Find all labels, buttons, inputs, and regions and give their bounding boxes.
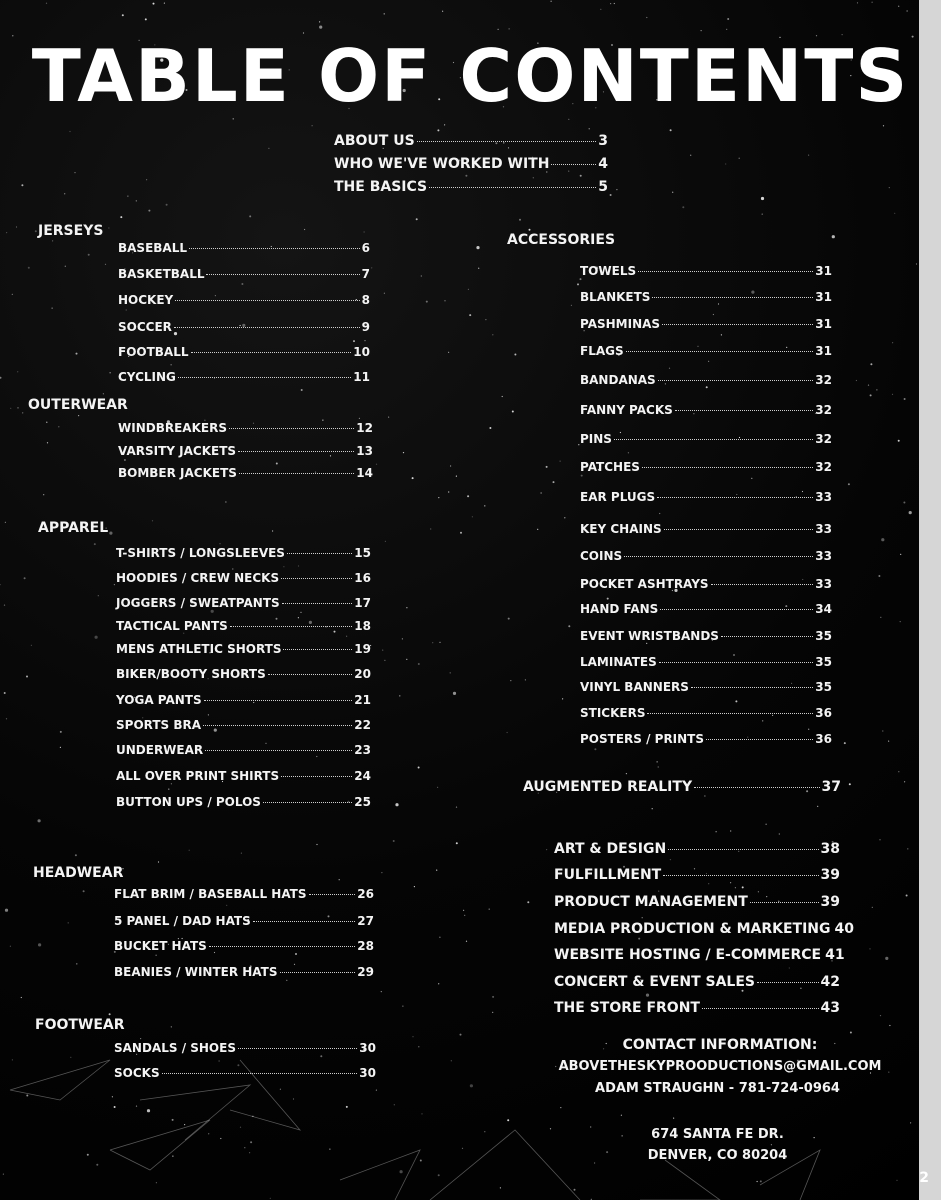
section-heading: JERSEYS xyxy=(38,223,104,239)
toc-entry-label: AUGMENTED REALITY xyxy=(523,779,693,795)
toc-entry[interactable] xyxy=(580,490,832,504)
toc-entry-label: HOODIES / CREW NECKS xyxy=(116,571,280,585)
toc-entry-label: BANDANAS xyxy=(580,373,656,387)
toc-entry-page: 14 xyxy=(356,466,373,480)
toc-entry-label: CYCLING xyxy=(118,370,176,384)
toc-entry-page: 22 xyxy=(354,718,371,732)
toc-entry-label: BIKER/BOOTY SHORTS xyxy=(116,667,266,681)
toc-entry-service[interactable] xyxy=(554,974,840,990)
page-number: 2 xyxy=(919,1170,929,1186)
toc-entry-intro[interactable] xyxy=(334,133,608,149)
dot-leader xyxy=(281,578,352,579)
section-heading: HEADWEAR xyxy=(33,865,124,881)
dot-leader xyxy=(694,787,819,788)
dot-leader xyxy=(229,428,354,429)
toc-entry-page: 19 xyxy=(354,642,371,656)
toc-entry-label: SOCCER xyxy=(118,320,172,334)
toc-entry-page: 43 xyxy=(820,1000,840,1016)
toc-entry[interactable] xyxy=(114,1041,376,1055)
page-title: TABLE OF CONTENTS xyxy=(31,34,910,118)
toc-entry-page: 32 xyxy=(815,460,832,474)
dot-leader xyxy=(706,739,813,740)
toc-entry-page: 6 xyxy=(361,241,370,255)
toc-entry-page: 17 xyxy=(354,596,371,610)
toc-entry-label: SANDALS / SHOES xyxy=(114,1041,236,1055)
toc-entry-label: PRODUCT MANAGEMENT xyxy=(554,894,748,910)
toc-entry-page: 41 xyxy=(825,947,845,963)
toc-entry-page: 30 xyxy=(359,1041,376,1055)
toc-entry-label: TACTICAL PANTS xyxy=(116,619,228,633)
toc-entry-label: THE BASICS xyxy=(334,179,428,195)
dot-leader xyxy=(268,674,353,675)
toc-entry[interactable] xyxy=(114,939,374,953)
toc-entry-page: 32 xyxy=(815,373,832,387)
toc-entry[interactable] xyxy=(580,655,832,669)
toc-entry-label: LAMINATES xyxy=(580,655,657,669)
toc-entry-label: BEANIES / WINTER HATS xyxy=(114,965,278,979)
dot-leader xyxy=(280,972,356,973)
dot-leader xyxy=(206,274,359,275)
toc-entry[interactable] xyxy=(114,1066,376,1080)
toc-entry[interactable] xyxy=(580,264,832,278)
toc-entry-label: FOOTBALL xyxy=(118,345,189,359)
dot-leader xyxy=(626,351,814,352)
dot-leader xyxy=(652,297,813,298)
toc-entry-label: ART & DESIGN xyxy=(554,841,667,857)
toc-entry-page: 35 xyxy=(815,655,832,669)
dot-leader xyxy=(668,849,818,850)
toc-entry-page: 29 xyxy=(357,965,374,979)
toc-entry-label: SPORTS BRA xyxy=(116,718,202,732)
toc-entry-page: 33 xyxy=(815,522,832,536)
toc-entry[interactable] xyxy=(580,706,832,720)
dot-leader xyxy=(647,713,813,714)
toc-entry-service[interactable] xyxy=(554,947,845,963)
shard-line xyxy=(110,1120,210,1170)
toc-entry-label: FANNY PACKS xyxy=(580,403,673,417)
toc-entry-label: TOWELS xyxy=(580,264,637,278)
toc-entry-label: HAND FANS xyxy=(580,602,659,616)
toc-entry[interactable] xyxy=(118,345,370,359)
toc-entry-page: 33 xyxy=(815,490,832,504)
toc-entry-page: 24 xyxy=(354,769,371,783)
toc-entry[interactable] xyxy=(118,293,370,307)
toc-entry-label: WHO WE'VE WORKED WITH xyxy=(334,156,550,172)
toc-entry[interactable] xyxy=(116,642,371,656)
toc-entry-intro[interactable] xyxy=(334,179,608,195)
toc-entry[interactable] xyxy=(116,795,371,809)
dot-leader xyxy=(660,609,813,610)
toc-entry-page: 36 xyxy=(815,732,832,746)
toc-entry-label: WEBSITE HOSTING / E-COMMERCE xyxy=(554,947,822,963)
toc-entry-label: SOCKS xyxy=(114,1066,160,1080)
toc-entry-label: JOGGERS / SWEATPANTS xyxy=(116,596,280,610)
toc-entry-page: 12 xyxy=(356,421,373,435)
section-heading: OUTERWEAR xyxy=(28,397,128,413)
dot-leader xyxy=(711,584,814,585)
contact-email[interactable]: ABOVETHESKYPROODUCTIONS@GMAIL.COM xyxy=(558,1059,882,1074)
toc-entry[interactable] xyxy=(580,577,832,591)
dot-leader xyxy=(750,902,819,903)
toc-entry-label: VARSITY JACKETS xyxy=(118,444,237,458)
toc-entry-page: 31 xyxy=(815,264,832,278)
section-heading: APPAREL xyxy=(38,520,109,536)
toc-entry[interactable] xyxy=(118,370,370,384)
dot-leader xyxy=(417,141,597,142)
shard-line xyxy=(430,1130,580,1200)
toc-entry[interactable] xyxy=(114,914,374,928)
dot-leader xyxy=(309,894,356,895)
toc-entry-page: 15 xyxy=(354,546,371,560)
dot-leader xyxy=(178,377,351,378)
toc-entry[interactable] xyxy=(580,629,832,643)
dot-leader xyxy=(721,636,813,637)
toc-entry-label: T-SHIRTS / LONGSLEEVES xyxy=(116,546,285,560)
toc-entry-label: BASEBALL xyxy=(118,241,187,255)
dot-leader xyxy=(662,324,813,325)
section-heading: FOOTWEAR xyxy=(35,1017,125,1033)
dot-leader xyxy=(675,410,814,411)
toc-entry-label: HOCKEY xyxy=(118,293,174,307)
toc-entry-label: YOGA PANTS xyxy=(116,693,202,707)
shard-line xyxy=(140,1085,250,1140)
toc-entry[interactable] xyxy=(118,444,373,458)
dot-leader xyxy=(429,187,596,188)
dot-leader xyxy=(658,380,814,381)
toc-entry-page: 11 xyxy=(353,370,370,384)
toc-entry[interactable] xyxy=(580,344,832,358)
dot-leader xyxy=(174,327,360,328)
toc-entry-page: 25 xyxy=(354,795,371,809)
toc-entry[interactable] xyxy=(114,965,374,979)
dot-leader xyxy=(175,300,359,301)
toc-entry-page: 39 xyxy=(820,867,840,883)
toc-entry[interactable] xyxy=(118,466,373,480)
dot-leader xyxy=(757,982,819,983)
toc-entry[interactable] xyxy=(118,241,370,255)
toc-entry[interactable] xyxy=(580,522,832,536)
address-line-2: DENVER, CO 80204 xyxy=(647,1148,788,1163)
toc-entry[interactable] xyxy=(580,680,832,694)
dot-leader xyxy=(614,439,813,440)
dot-leader xyxy=(162,1073,358,1074)
toc-entry-page: 33 xyxy=(815,549,832,563)
toc-entry-page: 42 xyxy=(820,974,840,990)
contact-heading: CONTACT INFORMATION: xyxy=(622,1037,818,1053)
dot-leader xyxy=(624,556,813,557)
toc-entry[interactable] xyxy=(116,769,371,783)
dot-leader xyxy=(642,467,813,468)
dot-leader xyxy=(239,473,354,474)
toc-entry[interactable] xyxy=(116,546,371,560)
toc-entry-page: 20 xyxy=(354,667,371,681)
toc-entry[interactable] xyxy=(116,596,371,610)
toc-entry[interactable] xyxy=(116,571,371,585)
toc-entry-page: 16 xyxy=(354,571,371,585)
toc-entry-page: 32 xyxy=(815,432,832,446)
toc-entry-label: ABOUT US xyxy=(334,133,415,149)
toc-entry[interactable] xyxy=(114,887,374,901)
dot-leader xyxy=(663,875,818,876)
toc-entry-page: 10 xyxy=(353,345,370,359)
toc-entry-page: 4 xyxy=(598,156,608,172)
dot-leader xyxy=(657,497,813,498)
dot-leader xyxy=(691,687,813,688)
shard-line xyxy=(640,1160,720,1200)
toc-entry-label: ALL OVER PRINT SHIRTS xyxy=(116,769,280,783)
toc-entry-label: PINS xyxy=(580,432,612,446)
toc-entry-label: FLAGS xyxy=(580,344,624,358)
toc-entry[interactable] xyxy=(118,421,373,435)
dot-leader xyxy=(209,946,356,947)
toc-entry[interactable] xyxy=(580,549,832,563)
toc-entry-label: EAR PLUGS xyxy=(580,490,656,504)
dot-leader xyxy=(664,529,814,530)
contact-person: ADAM STRAUGHN - 781-724-0964 xyxy=(595,1081,840,1096)
toc-entry[interactable] xyxy=(118,320,370,334)
shard-line xyxy=(340,1150,420,1200)
toc-entry[interactable] xyxy=(580,317,832,331)
dot-leader xyxy=(238,1048,357,1049)
toc-entry-page: 21 xyxy=(354,693,371,707)
toc-entry-page: 35 xyxy=(815,629,832,643)
toc-entry-intro[interactable] xyxy=(334,156,608,172)
toc-entry[interactable] xyxy=(580,602,832,616)
dot-leader xyxy=(191,352,352,353)
shard-line xyxy=(10,1060,110,1100)
toc-entry-page: 31 xyxy=(815,290,832,304)
section-heading: ACCESSORIES xyxy=(507,232,616,248)
toc-entry-label: STICKERS xyxy=(580,706,646,720)
dot-leader xyxy=(702,1008,819,1009)
toc-entry-label: KEY CHAINS xyxy=(580,522,662,536)
toc-entry-page: 13 xyxy=(356,444,373,458)
toc-entry-label: BLANKETS xyxy=(580,290,651,304)
toc-entry[interactable] xyxy=(116,667,371,681)
toc-entry-page: 36 xyxy=(815,706,832,720)
toc-entry[interactable] xyxy=(580,403,832,417)
dot-leader xyxy=(283,649,352,650)
toc-entry-label: BUTTON UPS / POLOS xyxy=(116,795,261,809)
toc-entry-augmented-reality[interactable] xyxy=(523,779,841,795)
toc-entry-label: UNDERWEAR xyxy=(116,743,204,757)
toc-entry[interactable] xyxy=(116,619,371,633)
toc-entry[interactable] xyxy=(580,290,832,304)
dot-leader xyxy=(205,750,352,751)
toc-entry-service[interactable] xyxy=(554,867,840,883)
dot-leader xyxy=(282,603,353,604)
toc-entry-page: 31 xyxy=(815,317,832,331)
toc-entry-label: BUCKET HATS xyxy=(114,939,207,953)
toc-entry-page: 40 xyxy=(834,921,854,937)
toc-entry-label: PASHMINAS xyxy=(580,317,661,331)
dot-leader xyxy=(638,271,813,272)
toc-entry-label: VINYL BANNERS xyxy=(580,680,689,694)
toc-entry-label: MEDIA PRODUCTION & MARKETING xyxy=(554,921,831,937)
page-edge xyxy=(919,0,941,1200)
toc-entry-page: 31 xyxy=(815,344,832,358)
dot-leader xyxy=(238,451,354,452)
toc-entry-page: 8 xyxy=(361,293,370,307)
toc-entry-label: THE STORE FRONT xyxy=(554,1000,700,1016)
toc-entry[interactable] xyxy=(116,718,371,732)
toc-entry-label: MENS ATHLETIC SHORTS xyxy=(116,642,282,656)
dot-leader xyxy=(263,802,352,803)
toc-entry[interactable] xyxy=(116,743,371,757)
toc-entry-page: 23 xyxy=(354,743,371,757)
toc-entry-label: FULFILLMENT xyxy=(554,867,662,883)
toc-entry-label: COINS xyxy=(580,549,623,563)
toc-entry-page: 9 xyxy=(361,320,370,334)
toc-entry[interactable] xyxy=(580,373,832,387)
toc-entry-label: PATCHES xyxy=(580,460,640,474)
dot-leader xyxy=(551,164,596,165)
toc-entry-page: 3 xyxy=(598,133,608,149)
toc-entry-page: 27 xyxy=(357,914,374,928)
toc-entry-page: 33 xyxy=(815,577,832,591)
toc-entry-page: 34 xyxy=(815,602,832,616)
toc-entry-label: WINDBREAKERS xyxy=(118,421,227,435)
dot-leader xyxy=(203,725,352,726)
dot-leader xyxy=(253,921,356,922)
toc-entry[interactable] xyxy=(580,732,832,746)
toc-entry-page: 37 xyxy=(821,779,841,795)
toc-entry-label: POCKET ASHTRAYS xyxy=(580,577,709,591)
toc-entry-page: 35 xyxy=(815,680,832,694)
toc-entry-label: POSTERS / PRINTS xyxy=(580,732,705,746)
toc-entry[interactable] xyxy=(580,432,832,446)
toc-entry-page: 18 xyxy=(354,619,371,633)
toc-entry-service[interactable] xyxy=(554,921,854,937)
toc-entry-service[interactable] xyxy=(554,841,840,857)
toc-entry-label: BASKETBALL xyxy=(118,267,205,281)
dot-leader xyxy=(230,626,353,627)
dot-leader xyxy=(287,553,352,554)
toc-entry[interactable] xyxy=(580,460,832,474)
toc-entry[interactable] xyxy=(118,267,370,281)
toc-entry-page: 26 xyxy=(357,887,374,901)
toc-entry-page: 28 xyxy=(357,939,374,953)
toc-entry[interactable] xyxy=(116,693,371,707)
toc-entry-label: 5 PANEL / DAD HATS xyxy=(114,914,251,928)
toc-entry-page: 5 xyxy=(598,179,608,195)
toc-entry-page: 30 xyxy=(359,1066,376,1080)
toc-entry-page: 7 xyxy=(361,267,370,281)
toc-entry-label: FLAT BRIM / BASEBALL HATS xyxy=(114,887,307,901)
toc-entry-service[interactable] xyxy=(554,1000,840,1016)
toc-entry-page: 38 xyxy=(820,841,840,857)
toc-entry-label: EVENT WRISTBANDS xyxy=(580,629,719,643)
dot-leader xyxy=(204,700,353,701)
toc-entry-page: 32 xyxy=(815,403,832,417)
toc-entry-label: CONCERT & EVENT SALES xyxy=(554,974,755,990)
toc-entry-label: BOMBER JACKETS xyxy=(118,466,237,480)
address-line-1: 674 SANTA FE DR. xyxy=(651,1127,784,1142)
dot-leader xyxy=(659,662,814,663)
dot-leader xyxy=(281,776,352,777)
dot-leader xyxy=(189,248,360,249)
toc-entry-service[interactable] xyxy=(554,894,840,910)
toc-entry-page: 39 xyxy=(820,894,840,910)
